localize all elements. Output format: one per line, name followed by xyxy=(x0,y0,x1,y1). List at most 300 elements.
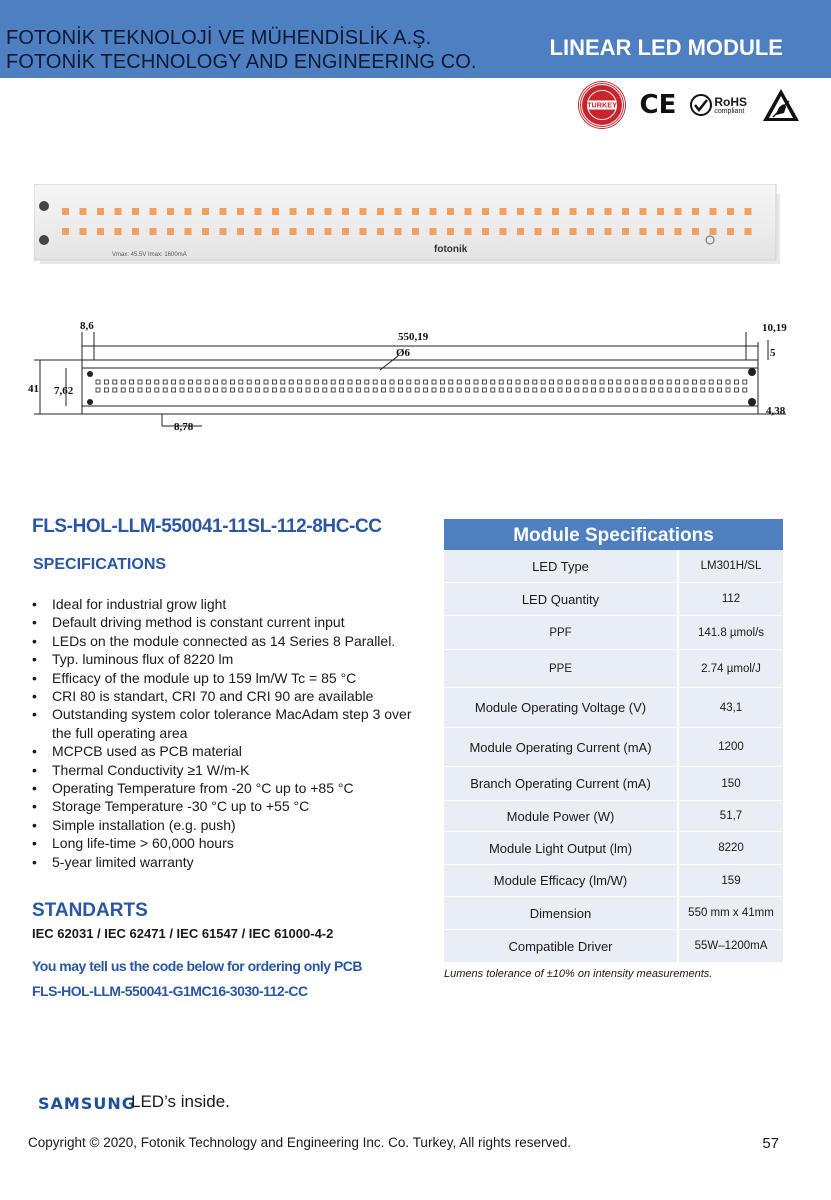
drawing-led-outline xyxy=(608,380,612,384)
led-chip xyxy=(342,228,349,235)
led-chip xyxy=(430,208,437,215)
checkmark-icon xyxy=(690,94,712,116)
table-cell-value: 2.74 µmol/J xyxy=(679,650,783,687)
led-chip xyxy=(640,208,647,215)
list-item: • Long life-time > 60,000 hours xyxy=(30,834,430,852)
dim-length: 550,19 xyxy=(398,331,429,343)
drawing-led-outline xyxy=(230,380,234,384)
drawing-led-outline xyxy=(272,380,276,384)
led-chip xyxy=(80,208,87,215)
led-chip xyxy=(570,228,577,235)
led-chip xyxy=(237,208,244,215)
led-chip xyxy=(692,228,699,235)
table-footnote: Lumens tolerance of ±10% on intensity measurements. xyxy=(444,968,713,980)
drawing-led-outline xyxy=(524,380,528,384)
drawing-led-outline xyxy=(701,380,705,384)
led-chip xyxy=(325,208,332,215)
led-chip xyxy=(500,228,507,235)
led-chip xyxy=(185,208,192,215)
drawing-led-outline xyxy=(340,388,344,392)
drawing-led-outline xyxy=(692,388,696,392)
dim-right-bottom: 4,38 xyxy=(766,405,786,417)
drawing-led-outline xyxy=(692,380,696,384)
led-chip xyxy=(132,208,139,215)
drawing-led-outline xyxy=(533,380,537,384)
led-chip xyxy=(447,228,454,235)
drawing-led-outline xyxy=(247,380,251,384)
drawing-led-outline xyxy=(642,388,646,392)
module-specifications-table xyxy=(444,519,783,963)
drawing-led-outline xyxy=(281,388,285,392)
page-number: 57 xyxy=(762,1135,779,1152)
led-chip xyxy=(710,208,717,215)
led-chip xyxy=(360,228,367,235)
drawing-led-outline xyxy=(331,380,335,384)
dim-inner: 7,62 xyxy=(54,385,74,397)
drawing-led-outline xyxy=(365,388,369,392)
drawing-led-outline xyxy=(718,388,722,392)
led-chip xyxy=(745,228,752,235)
specifications-heading: SPECIFICATIONS xyxy=(33,556,167,573)
led-chip xyxy=(517,208,524,215)
drawing-led-outline xyxy=(163,380,167,384)
led-chip xyxy=(395,228,402,235)
led-chip xyxy=(97,208,104,215)
drawing-led-outline xyxy=(701,388,705,392)
drawing-led-outline xyxy=(650,388,654,392)
table-cell-value: 159 xyxy=(679,865,783,896)
drawing-led-outline xyxy=(331,388,335,392)
drawing-led-outline xyxy=(289,380,293,384)
led-chip xyxy=(605,228,612,235)
drawing-led-outline xyxy=(718,380,722,384)
drawing-led-outline xyxy=(96,388,100,392)
drawing-led-outline xyxy=(424,380,428,384)
table-cell-label: Dimension xyxy=(444,897,679,929)
drawing-led-outline xyxy=(634,388,638,392)
list-item: • 5-year limited warranty xyxy=(30,853,430,871)
led-chip xyxy=(290,228,297,235)
drawing-led-outline xyxy=(163,388,167,392)
drawing-led-outline xyxy=(340,380,344,384)
drawing-led-outline xyxy=(482,388,486,392)
drawing-led-outline xyxy=(432,388,436,392)
drawing-led-outline xyxy=(508,380,512,384)
drawing-led-outline xyxy=(709,388,713,392)
list-item: • Ideal for industrial grow light xyxy=(30,595,430,613)
esd-warning-icon xyxy=(761,86,801,124)
drawing-led-outline xyxy=(298,380,302,384)
drawing-led-outline xyxy=(172,388,176,392)
led-chip xyxy=(220,208,227,215)
drawing-led-outline xyxy=(104,388,108,392)
drawing-led-outline xyxy=(491,388,495,392)
led-chip xyxy=(535,228,542,235)
table-row xyxy=(444,583,783,616)
led-chip xyxy=(342,208,349,215)
drawing-led-outline xyxy=(575,388,579,392)
list-item: • LEDs on the module connected as 14 Series 8 Parallel. xyxy=(30,632,430,650)
drawing-led-outline xyxy=(146,388,150,392)
table-cell-label: PPF xyxy=(444,616,679,649)
led-chip xyxy=(657,208,664,215)
table-cell-value: 8220 xyxy=(679,832,783,864)
led-chip xyxy=(167,208,174,215)
drawing-led-outline xyxy=(348,388,352,392)
drawing-led-outline xyxy=(104,380,108,384)
drawing-led-outline xyxy=(499,388,503,392)
led-chip xyxy=(255,208,262,215)
table-row xyxy=(444,767,783,801)
drawing-led-outline xyxy=(222,380,226,384)
ordering-code: FLS-HOL-LLM-550041-G1MC16-3030-112-CC xyxy=(32,983,308,999)
drawing-led-outline xyxy=(239,388,243,392)
list-item: • Operating Temperature from -20 °C up to +85 °C xyxy=(30,779,430,797)
drawing-led-outline xyxy=(214,388,218,392)
copyright-text: Copyright © 2020, Fotonik Technology and Engineering Inc. Co. Turkey, All rights reserved. xyxy=(28,1135,571,1150)
drawing-led-outline xyxy=(239,380,243,384)
list-item: • Typ. luminous flux of 8220 lm xyxy=(30,650,430,668)
table-cell-label: PPE xyxy=(444,650,679,687)
drawing-led-outline xyxy=(432,380,436,384)
drawing-led-outline xyxy=(264,380,268,384)
drawing-led-outline xyxy=(684,380,688,384)
drawing-led-outline xyxy=(121,380,125,384)
table-cell-value: 1200 xyxy=(679,728,783,766)
drawing-led-outline xyxy=(180,388,184,392)
drawing-led-outline xyxy=(558,380,562,384)
drawing-led-outline xyxy=(348,380,352,384)
led-chip xyxy=(307,208,314,215)
drawing-led-outline xyxy=(188,380,192,384)
drawing-led-outline xyxy=(667,388,671,392)
table-cell-label: Module Power (W) xyxy=(444,801,679,831)
table-row xyxy=(444,728,783,767)
drawing-led-outline xyxy=(205,388,209,392)
list-item: • Thermal Conductivity ≥1 W/m-K xyxy=(30,761,430,779)
led-chip xyxy=(202,228,209,235)
drawing-led-outline xyxy=(625,388,629,392)
list-item: • Default driving method is constant current input xyxy=(30,613,430,631)
led-chip xyxy=(80,228,87,235)
drawing-led-outline xyxy=(491,380,495,384)
led-chip xyxy=(692,208,699,215)
drawing-led-outline xyxy=(188,388,192,392)
drawing-led-outline xyxy=(474,388,478,392)
table-cell-value: 55W–1200mA xyxy=(679,930,783,962)
drawing-led-outline xyxy=(440,380,444,384)
table-cell-label: LED Quantity xyxy=(444,583,679,615)
drawing-led-outline xyxy=(113,388,117,392)
standards-heading: STANDARTS xyxy=(32,900,148,921)
product-type-title: LINEAR LED MODULE xyxy=(549,35,783,60)
samsung-logo: SAMSUNG xyxy=(38,1094,136,1113)
led-inside-text: LED’s inside. xyxy=(131,1092,230,1111)
list-item: • Outstanding system color tolerance MacAdam step 3 over the full operating area xyxy=(30,705,430,742)
drawing-led-outline xyxy=(516,380,520,384)
drawing-led-outline xyxy=(130,380,134,384)
table-cell-label: Module Efficacy (lm/W) xyxy=(444,865,679,896)
drawing-led-outline xyxy=(566,380,570,384)
led-chip xyxy=(412,228,419,235)
table-row xyxy=(444,550,783,583)
drawing-led-outline xyxy=(650,380,654,384)
drawing-led-outline xyxy=(592,380,596,384)
drawing-led-outline xyxy=(222,388,226,392)
drawing-led-outline xyxy=(306,388,310,392)
table-row xyxy=(444,832,783,865)
drawing-led-outline xyxy=(323,380,327,384)
certification-logos xyxy=(579,82,801,128)
drawing-led-outline xyxy=(314,380,318,384)
led-chip xyxy=(115,208,122,215)
table-row xyxy=(444,897,783,930)
table-cell-value: 141.8 µmol/s xyxy=(679,616,783,649)
drawing-led-outline xyxy=(373,380,377,384)
drawing-led-outline xyxy=(365,380,369,384)
drawing-led-outline xyxy=(676,380,680,384)
drawing-led-outline xyxy=(726,388,730,392)
drawing-led-outline xyxy=(298,388,302,392)
table-cell-label: Branch Operating Current (mA) xyxy=(444,767,679,800)
drawing-led-outline xyxy=(390,388,394,392)
table-row xyxy=(444,616,783,650)
drawing-led-outline xyxy=(407,380,411,384)
module-spec-print: Vmax: 45.5V Imax: 1600mA xyxy=(112,252,187,258)
drawing-led-outline xyxy=(558,388,562,392)
led-chip xyxy=(500,208,507,215)
drawing-led-outline xyxy=(382,380,386,384)
rohs-label: RoHS xyxy=(714,94,747,109)
drawing-led-outline xyxy=(272,388,276,392)
table-row xyxy=(444,650,783,688)
led-chip xyxy=(272,228,279,235)
led-chip xyxy=(237,228,244,235)
drawing-led-outline xyxy=(508,388,512,392)
drawing-led-outline xyxy=(197,380,201,384)
drawing-led-outline xyxy=(516,388,520,392)
drawing-led-outline xyxy=(600,388,604,392)
dim-bottom: 8,78 xyxy=(174,421,194,433)
drawing-led-outline xyxy=(172,380,176,384)
led-chip xyxy=(727,228,734,235)
standards-text: IEC 62031 / IEC 62471 / IEC 61547 / IEC 61000-4-2 xyxy=(32,926,334,941)
led-chip xyxy=(622,228,629,235)
led-chip xyxy=(430,228,437,235)
led-module-photo xyxy=(34,184,782,264)
rohs-sub-label: compliant xyxy=(714,107,745,115)
drawing-led-outline xyxy=(264,388,268,392)
svg-text:TURKEY: TURKEY xyxy=(587,100,618,110)
drawing-led-outline xyxy=(659,380,663,384)
drawing-led-outline xyxy=(684,388,688,392)
led-chip xyxy=(290,208,297,215)
led-chip xyxy=(167,228,174,235)
drawing-led-outline xyxy=(466,388,470,392)
list-item: • CRI 80 is standart, CRI 70 and CRI 90 are available xyxy=(30,687,430,705)
dim-width: 41 xyxy=(28,383,39,395)
list-item: • Simple installation (e.g. push) xyxy=(30,816,430,834)
ce-mark: CE xyxy=(639,90,677,120)
drawing-led-outline xyxy=(466,380,470,384)
drawing-led-outline xyxy=(247,388,251,392)
table-cell-value: 150 xyxy=(679,767,783,800)
led-chip xyxy=(360,208,367,215)
table-row xyxy=(444,930,783,963)
drawing-led-outline xyxy=(617,380,621,384)
led-chip xyxy=(535,208,542,215)
led-chip xyxy=(570,208,577,215)
led-chip xyxy=(675,208,682,215)
led-chip xyxy=(325,228,332,235)
module-brand-print: fotonik xyxy=(434,244,468,255)
drawing-led-outline xyxy=(256,380,260,384)
drawing-led-outline xyxy=(449,380,453,384)
drawing-led-outline xyxy=(382,388,386,392)
list-item: • Efficacy of the module up to 159 lm/W Tc = 85 °C xyxy=(30,669,430,687)
table-title: Module Specifications xyxy=(444,519,783,550)
drawing-led-outline xyxy=(743,388,747,392)
led-chip xyxy=(395,208,402,215)
drawing-led-outline xyxy=(289,388,293,392)
drawing-led-outline xyxy=(424,388,428,392)
drawing-led-outline xyxy=(180,380,184,384)
drawing-led-outline xyxy=(449,388,453,392)
led-chip xyxy=(640,228,647,235)
drawing-led-outline xyxy=(743,380,747,384)
drawing-led-outline xyxy=(676,388,680,392)
led-chip xyxy=(622,208,629,215)
model-code: FLS-HOL-LLM-550041-11SL-112-8HC-CC xyxy=(32,516,382,537)
led-chip xyxy=(657,228,664,235)
drawing-led-outline xyxy=(323,388,327,392)
table-cell-label: Module Operating Current (mA) xyxy=(444,728,679,766)
led-chip xyxy=(517,228,524,235)
led-chip xyxy=(132,228,139,235)
table-cell-value: 43,1 xyxy=(679,688,783,727)
table-row xyxy=(444,865,783,897)
dim-right-offset: 10,19 xyxy=(762,322,787,334)
company-name-en: FOTONİK TECHNOLOGY AND ENGINEERING CO. xyxy=(6,51,477,73)
drawing-led-outline xyxy=(138,388,142,392)
specifications-list xyxy=(30,595,430,871)
led-chip xyxy=(587,228,594,235)
drawing-led-outline xyxy=(197,388,201,392)
led-chip xyxy=(465,208,472,215)
led-chip xyxy=(62,208,69,215)
drawing-led-outline xyxy=(541,380,545,384)
table-row xyxy=(444,688,783,728)
led-chip xyxy=(465,228,472,235)
drawing-led-outline xyxy=(130,388,134,392)
led-chip xyxy=(377,228,384,235)
drawing-led-outline xyxy=(566,388,570,392)
drawing-led-outline xyxy=(550,388,554,392)
led-chip xyxy=(605,208,612,215)
drawing-led-outline xyxy=(440,388,444,392)
table-cell-label: Module Light Output (lm) xyxy=(444,832,679,864)
drawing-led-outline xyxy=(625,380,629,384)
table-cell-value: LM301H/SL xyxy=(679,550,783,582)
drawing-led-outline xyxy=(281,380,285,384)
made-in-turkey-seal xyxy=(579,82,625,128)
drawing-led-outline xyxy=(415,380,419,384)
drawing-led-outline xyxy=(398,380,402,384)
drawing-led-outline xyxy=(726,380,730,384)
drawing-led-outline xyxy=(533,388,537,392)
drawing-led-outline xyxy=(482,380,486,384)
list-item: • Storage Temperature -30 °C up to +55 °C xyxy=(30,797,430,815)
company-name-tr: FOTONİK TEKNOLOJİ VE MÜHENDİSLİK A.Ş. xyxy=(6,27,432,49)
drawing-led-outline xyxy=(541,388,545,392)
led-chip xyxy=(447,208,454,215)
led-chip xyxy=(552,228,559,235)
dim-right-small: 5 xyxy=(770,347,776,359)
drawing-led-outline xyxy=(709,380,713,384)
drawing-led-outline xyxy=(415,388,419,392)
drawing-led-outline xyxy=(96,380,100,384)
drawing-led-outline xyxy=(356,380,360,384)
led-chip xyxy=(220,228,227,235)
led-chip xyxy=(482,228,489,235)
drawing-led-outline xyxy=(138,380,142,384)
drawing-led-outline xyxy=(634,380,638,384)
drawing-led-outline xyxy=(659,388,663,392)
led-chip xyxy=(115,228,122,235)
table-cell-label: Compatible Driver xyxy=(444,930,679,962)
drawing-led-outline xyxy=(734,388,738,392)
led-chip xyxy=(727,208,734,215)
led-chip xyxy=(412,208,419,215)
drawing-led-outline xyxy=(617,388,621,392)
drawing-led-outline xyxy=(642,380,646,384)
table-cell-value: 550 mm x 41mm xyxy=(679,897,783,929)
drawing-led-outline xyxy=(205,380,209,384)
drawing-led-outline xyxy=(398,388,402,392)
drawing-led-outline xyxy=(583,380,587,384)
led-chip xyxy=(202,208,209,215)
led-chip xyxy=(482,208,489,215)
rohs-mark xyxy=(690,94,747,116)
table-cell-value: 112 xyxy=(679,583,783,615)
led-chip xyxy=(150,208,157,215)
table-row xyxy=(444,801,783,832)
led-chip xyxy=(255,228,262,235)
drawing-led-outline xyxy=(230,388,234,392)
drawing-led-outline xyxy=(306,380,310,384)
led-chip xyxy=(185,228,192,235)
led-chip xyxy=(97,228,104,235)
dim-hole: Ø6 xyxy=(396,347,411,359)
led-chip xyxy=(675,228,682,235)
led-chip xyxy=(587,208,594,215)
drawing-led-outline xyxy=(524,388,528,392)
drawing-led-outline xyxy=(499,380,503,384)
drawing-led-outline xyxy=(390,380,394,384)
led-chip xyxy=(150,228,157,235)
drawing-led-outline xyxy=(356,388,360,392)
drawing-led-outline xyxy=(608,388,612,392)
drawing-led-outline xyxy=(155,388,159,392)
drawing-led-outline xyxy=(146,380,150,384)
ordering-note: You may tell us the code below for ordering only PCB xyxy=(32,958,363,974)
drawing-led-outline xyxy=(314,388,318,392)
table-cell-label: LED Type xyxy=(444,550,679,582)
led-chip xyxy=(307,228,314,235)
drawing-led-outline xyxy=(592,388,596,392)
led-chip xyxy=(552,208,559,215)
dim-left-offset: 8,6 xyxy=(80,320,94,332)
